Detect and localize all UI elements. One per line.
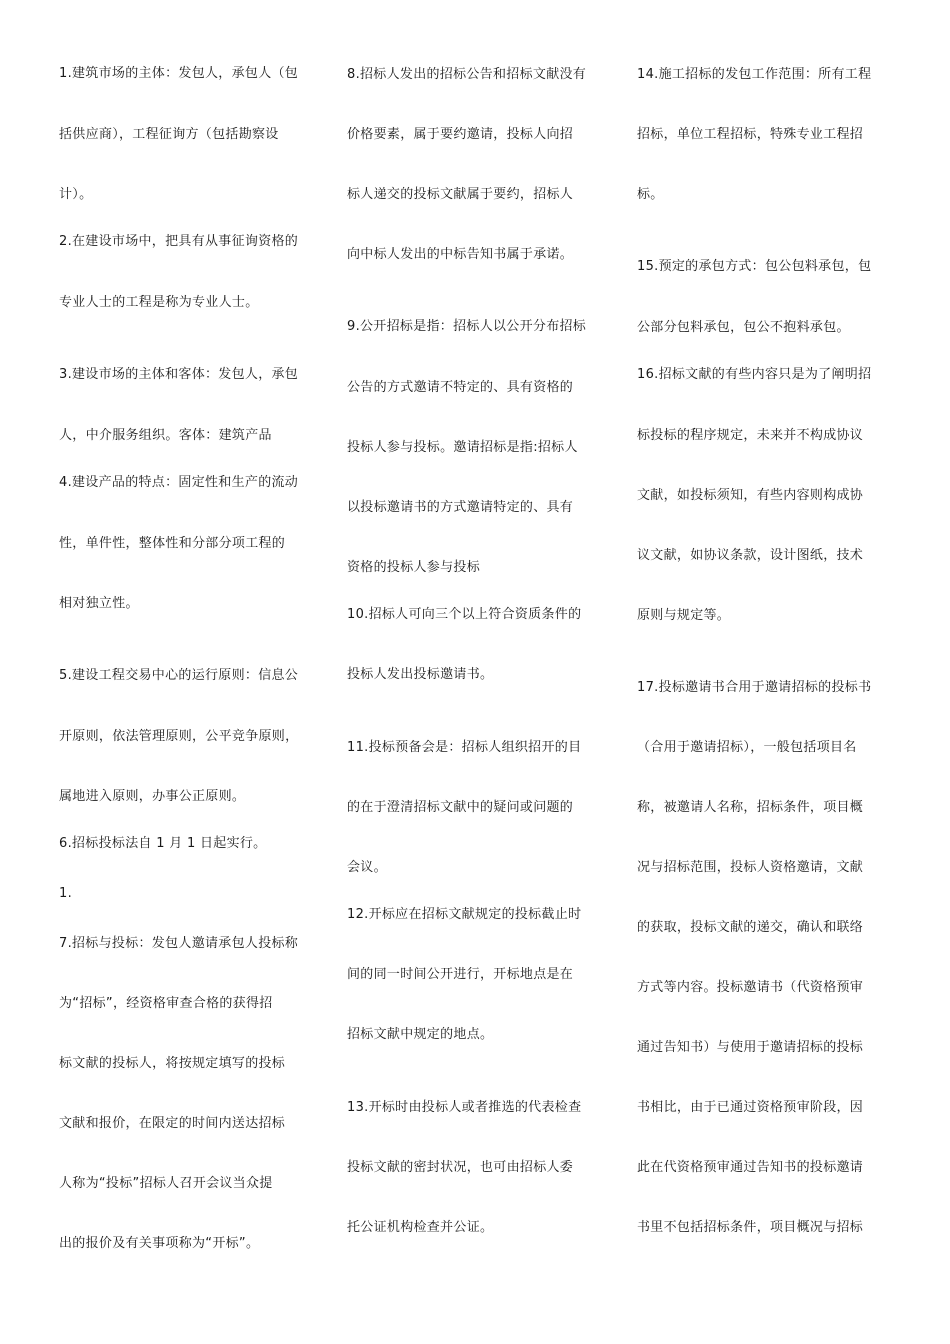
text-line: 称，被邀请人名称，招标条件，项目概 <box>637 800 864 815</box>
text-line: 7.招标与投标：发包人邀请承包人投标称 <box>59 936 299 951</box>
text-line: 2.在建设市场中，把具有从事征询资格的 <box>59 234 299 249</box>
text-line: 10.招标人可向三个以上符合资质条件的 <box>347 607 582 622</box>
text-line: 括供应商），工程征询方（包括勘察设 <box>59 127 279 142</box>
text-line: 会议。 <box>347 860 387 875</box>
text-line: 17.投标邀请书合用于邀请招标的投标书 <box>637 680 872 695</box>
text-line: 托公证机构检查并公证。 <box>347 1220 494 1235</box>
text-line: 资格的投标人参与投标 <box>347 560 481 575</box>
text-line: 标文献的投标人，将按规定填写的投标 <box>59 1056 286 1071</box>
text-line: 书里不包括招标条件，项目概况与招标 <box>637 1220 864 1235</box>
text-line: （合用于邀请招标），一般包括项目名 <box>637 740 857 755</box>
text-line: 公告的方式邀请不特定的、具有资格的 <box>347 380 574 395</box>
text-line: 投标人发出投标邀请书。 <box>347 667 494 682</box>
text-line: 文献，如投标须知，有些内容则构成协 <box>637 488 864 503</box>
text-line: 公部分包料承包，包公不抱料承包。 <box>637 320 850 335</box>
text-line: 13.开标时由投标人或者推选的代表检查 <box>347 1100 582 1115</box>
text-line: 相对独立性。 <box>59 596 139 611</box>
text-line: 原则与规定等。 <box>637 608 731 623</box>
text-line: 5.建设工程交易中心的运行原则：信息公 <box>59 668 299 683</box>
text-line: 以投标邀请书的方式邀请特定的、具有 <box>347 500 574 515</box>
text-line: 的在于澄清招标文献中的疑问或问题的 <box>347 800 574 815</box>
text-line: 14.施工招标的发包工作范围：所有工程 <box>637 67 872 82</box>
text-line: 12.开标应在招标文献规定的投标截止时 <box>347 907 582 922</box>
text-line: 8.招标人发出的招标公告和招标文献没有 <box>347 67 587 82</box>
text-line: 1. <box>59 886 73 901</box>
text-line: 书相比，由于已通过资格预审阶段，因 <box>637 1100 864 1115</box>
text-line: 9.公开招标是指：招标人以公开分布招标 <box>347 319 587 334</box>
text-line: 议文献，如协议条款，设计图纸，技术 <box>637 548 864 563</box>
text-line: 为“招标”，经资格审查合格的获得招 <box>59 996 273 1011</box>
text-line: 投标文献的密封状况，也可由招标人委 <box>347 1160 574 1175</box>
text-line: 方式等内容。投标邀请书（代资格预审 <box>637 980 864 995</box>
text-line: 价格要素，属于要约邀请，投标人向招 <box>347 127 574 142</box>
text-line: 出的报价及有关事项称为“开标”。 <box>59 1236 260 1251</box>
text-line: 标投标的程序规定，未来并不构成协议 <box>637 428 864 443</box>
text-line: 15.预定的承包方式：包公包料承包，包 <box>637 259 872 274</box>
text-line: 向中标人发出的中标告知书属于承诺。 <box>347 247 574 262</box>
text-line: 专业人士的工程是称为专业人士。 <box>59 295 259 310</box>
text-line: 况与招标范围，投标人资格邀请，文献 <box>637 860 864 875</box>
text-line: 1.建筑市场的主体：发包人，承包人（包 <box>59 66 299 81</box>
text-line: 文献和报价，在限定的时间内送达招标 <box>59 1116 286 1131</box>
text-line: 开原则，依法管理原则，公平竞争原则， <box>59 729 299 744</box>
text-line: 的获取，投标文献的递交，确认和联络 <box>637 920 864 935</box>
text-line: 间的同一时间公开进行，开标地点是在 <box>347 967 574 982</box>
text-line: 16.招标文献的有些内容只是为了阐明招 <box>637 367 872 382</box>
text-line: 3.建设市场的主体和客体：发包人，承包 <box>59 367 299 382</box>
text-line: 人称为“投标”招标人召开会议当众提 <box>59 1176 273 1191</box>
text-line: 11.投标预备会是：招标人组织招开的目 <box>347 740 582 755</box>
text-line: 标。 <box>637 187 664 202</box>
text-line: 4.建设产品的特点：固定性和生产的流动 <box>59 475 299 490</box>
text-line: 通过告知书）与使用于邀请招标的投标 <box>637 1040 864 1055</box>
text-line: 性，单件性，整体性和分部分项工程的 <box>59 536 286 551</box>
text-line: 投标人参与投标。邀请招标是指:招标人 <box>347 440 578 455</box>
text-line: 招标，单位工程招标，特殊专业工程招 <box>637 127 864 142</box>
text-line: 计）。 <box>59 187 93 202</box>
text-line: 人，中介服务组织。客体：建筑产品 <box>59 428 272 443</box>
text-line: 属地进入原则，办事公正原则。 <box>59 789 246 804</box>
text-line: 标人递交的投标文献属于要约，招标人 <box>347 187 574 202</box>
text-line: 此在代资格预审通过告知书的投标邀请 <box>637 1160 864 1175</box>
text-line: 招标文献中规定的地点。 <box>347 1027 494 1042</box>
text-line: 6.招标投标法自 1 月 1 日起实行。 <box>59 836 267 851</box>
